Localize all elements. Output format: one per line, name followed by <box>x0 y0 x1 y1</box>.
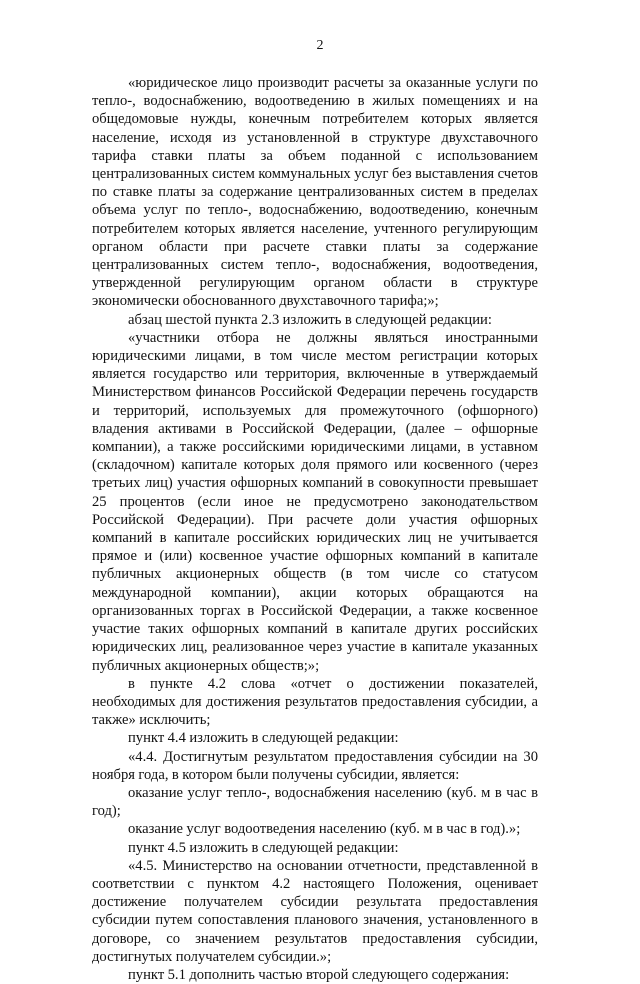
page-number: 2 <box>316 38 324 53</box>
paragraph: пункт 5.1 дополнить частью второй следующего содержания: <box>128 966 510 983</box>
paragraph: «юридическое лицо производит расчеты за оказанные услуги по тепло-, водоснабжению, водоотведению в жилых помещениях и на общедомовые нужды, конечным потребителем которых является население, исходя из установленной в структуре двухставочного тарифа ставки платы за объем поданной с использованием централизованных систем коммунальных услуг без выставления счетов по ставке платы за содержание централизованных систем в пределах объема услуг по тепло-, водоснабжению, водоотведению, конечным потребителем которых является население, учтенного регулирующим органом области при расчете ставки платы за содержание централизованных систем тепло-, водоснабжения, водоотведения, утвержденной регулирующим органом области в структуре экономически обоснованного двухставочного тарифа;»; <box>92 75 538 310</box>
paragraph: «4.4. Достигнутым результатом предоставления субсидии на 30 ноября года, в котором были получены субсидии, является: <box>92 748 538 783</box>
paragraph: абзац шестой пункта 2.3 изложить в следующей редакции: <box>128 311 492 328</box>
paragraph: в пункте 4.2 слова «отчет о достижении показателей, необходимых для достижения результатов предоставления субсидии, а также» исключить; <box>92 675 538 729</box>
paragraph: «участники отбора не должны являться иностранными юридическими лицами, в том числе местом регистрации которых является государство или территория, включенные в утверждаемый Министерством финансов Российской Федерации перечень государств и территорий, используемых для промежуточного (офшорного) владения активами в Российской Федерации, (далее – офшорные компании), а также российскими юридическими лицами, в уставном (складочном) капитале которых доля прямого или косвенного (через третьих лиц) участия офшорных компаний в совокупности превышает 25 процентов (если иное не предусмотрено законодательством Российской Федерации). При расчете доли участия офшорных компаний в капитале российских юридических лиц не учитывается прямое и (или) косвенное участие офшорных компаний в капитале публичных акционерных обществ (в том числе со статусом международной компании), акции которых обращаются на организованных торгах в Российской Федерации, а также косвенное участие таких офшорных компаний в капитале других российских юридических лиц, реализованное через участие в капитале указанных публичных акционерных обществ;»; <box>92 329 538 674</box>
paragraph: «4.5. Министерство на основании отчетности, представленной в соответствии с пунктом 4.2 настоящего Положения, оценивает достижение получателем субсидии результата предоставления субсидии путем сопоставления планового значения, установленного в договоре, со значением результатов предоставления субсидии, достигнутых получателем субсидии.»; <box>92 857 538 965</box>
paragraph: пункт 4.5 изложить в следующей редакции: <box>128 839 399 856</box>
paragraph: оказание услуг тепло-, водоснабжения населению (куб. м в час в год); <box>92 784 538 820</box>
paragraph: пункт 4.4 изложить в следующей редакции: <box>128 730 399 747</box>
paragraph: оказание услуг водоотведения населению (куб. м в час в год).»; <box>128 821 521 838</box>
document-body <box>92 74 538 984</box>
